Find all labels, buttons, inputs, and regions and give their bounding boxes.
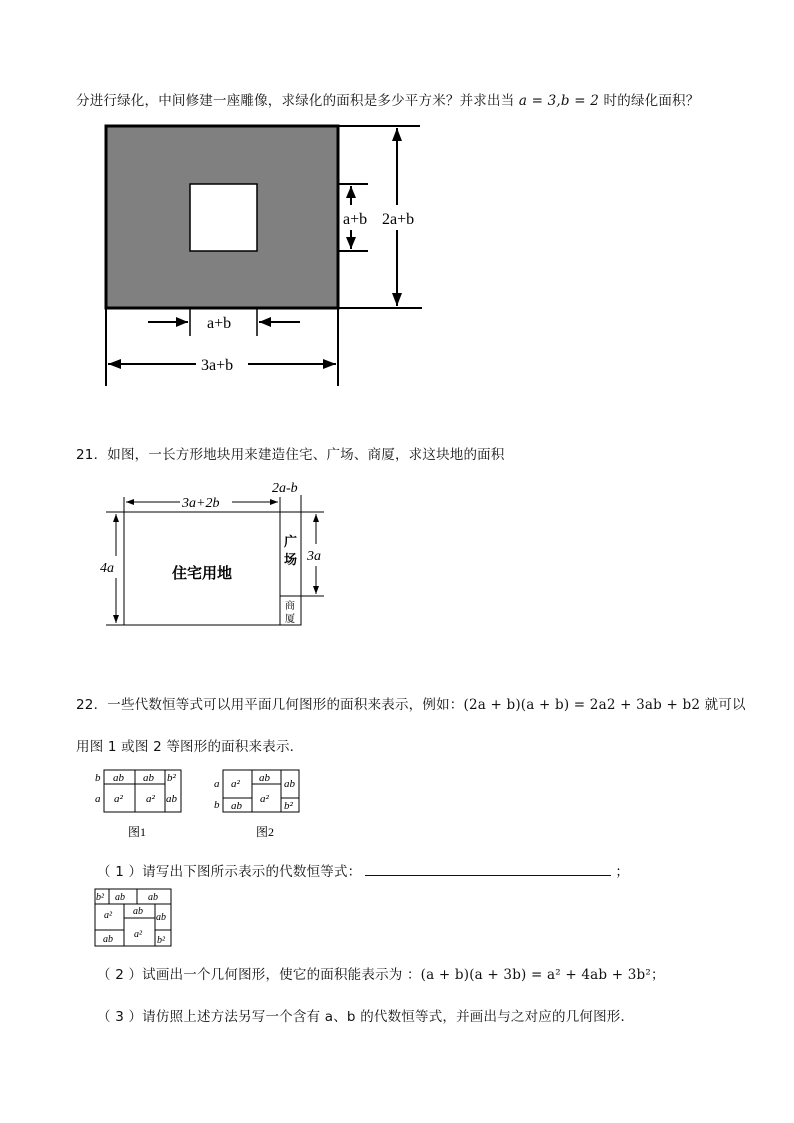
q21-region-main: 住宅用地	[172, 564, 233, 582]
q22-part2	[97, 963, 665, 983]
fig1-caption: 图1	[128, 825, 147, 839]
fig3-cell: ab	[133, 906, 143, 917]
fig1-cell: ab	[113, 772, 124, 784]
figure-2	[214, 770, 299, 839]
q22-part2-a: （ 2 ）试画出一个几何图形，使它的面积能表示为 ：	[97, 967, 421, 983]
fig1-row-b: b	[95, 772, 101, 784]
q21-top-left-label: 3a+2b	[182, 496, 220, 511]
figure-3	[95, 889, 171, 946]
q22-part3: （ 3 ）请仿照上述方法另写一个含有 a、b 的代数恒等式，并画出与之对应的几何图形．	[97, 1009, 635, 1025]
q21-region-square-2: 场	[284, 553, 298, 568]
fig3-cell: b²	[157, 935, 165, 946]
fig1-cell: b²	[167, 772, 176, 784]
fig2-cell: ab	[284, 778, 295, 790]
q22-line2: 用图 1 或图 2 等图形的面积来表示．	[76, 739, 304, 755]
fig2-row-b: b	[214, 799, 220, 811]
q21-region-square-1: 广	[284, 535, 298, 550]
fig1-cell: ab	[166, 793, 177, 805]
fig3-cell: ab	[103, 934, 113, 945]
q21-text: 21．如图，一长方形地块用来建造住宅、广场、商厦，求这块地的面积	[76, 447, 505, 463]
fig3-cell: ab	[148, 892, 158, 903]
fig2-cell: ab	[259, 772, 270, 784]
fig3-cell: ab	[156, 912, 166, 923]
fig1-cell: a²	[114, 793, 123, 805]
q20-inner-side-label: a+b	[343, 211, 368, 228]
q20-right-height-label: 2a+b	[382, 211, 415, 228]
q22-example-formula: (2a + b)(a + b) = 2a2 + 3ab + b2	[463, 697, 701, 713]
q20-bottom-inner-label: a+b	[207, 315, 232, 332]
fig1-row-a: a	[95, 793, 101, 805]
fig3-cell: ab	[115, 892, 125, 903]
fig2-cell: ab	[231, 800, 242, 812]
q20-text-a: 分进行绿化，中间修建一座雕像，求绿化的面积是多少平方米？并求出当	[76, 93, 519, 109]
q21-region-mall-1: 商	[285, 601, 295, 612]
q22-part1-end: ；	[615, 864, 630, 880]
q22-part2-b: ；	[650, 967, 665, 983]
q21-right-height-label: 3a	[307, 549, 321, 564]
fig3-cell: a²	[104, 910, 112, 921]
figure-1	[95, 770, 181, 839]
q20-bottom-total-label: 3a+b	[201, 357, 234, 374]
q22-line1-b: 就可以	[700, 697, 746, 713]
fig3-cell: a²	[134, 929, 142, 940]
fig3-cell: b²	[96, 892, 104, 903]
fig2-row-a: a	[214, 778, 220, 790]
fig2-caption: 图2	[256, 825, 275, 839]
q22-part2-formula: (a + b)(a + 3b) = a² + 4ab + 3b²	[420, 967, 651, 983]
fig2-cell: a²	[260, 793, 269, 805]
q22-part1	[97, 860, 629, 880]
q20-text-b: 时的绿化面积？	[599, 93, 700, 109]
q20-math: a = 3,b = 2	[518, 93, 600, 109]
fig2-cell: a²	[231, 778, 240, 790]
q22-part1-label: （ 1 ）请写出下图所示表示的代数恒等式：	[97, 864, 362, 880]
q22-line1-a: 22．一些代数恒等式可以用平面几何图形的面积来表示，例如：	[76, 697, 464, 713]
answer-blank[interactable]	[365, 863, 611, 876]
q21-top-right-label: 2a-b	[272, 481, 298, 496]
fig1-cell: a²	[146, 793, 155, 805]
fig2-cell: b²	[284, 800, 293, 812]
fig1-cell: ab	[143, 772, 154, 784]
q21-left-height-label: 4a	[100, 561, 114, 576]
q21-region-mall-2: 厦	[285, 614, 295, 625]
